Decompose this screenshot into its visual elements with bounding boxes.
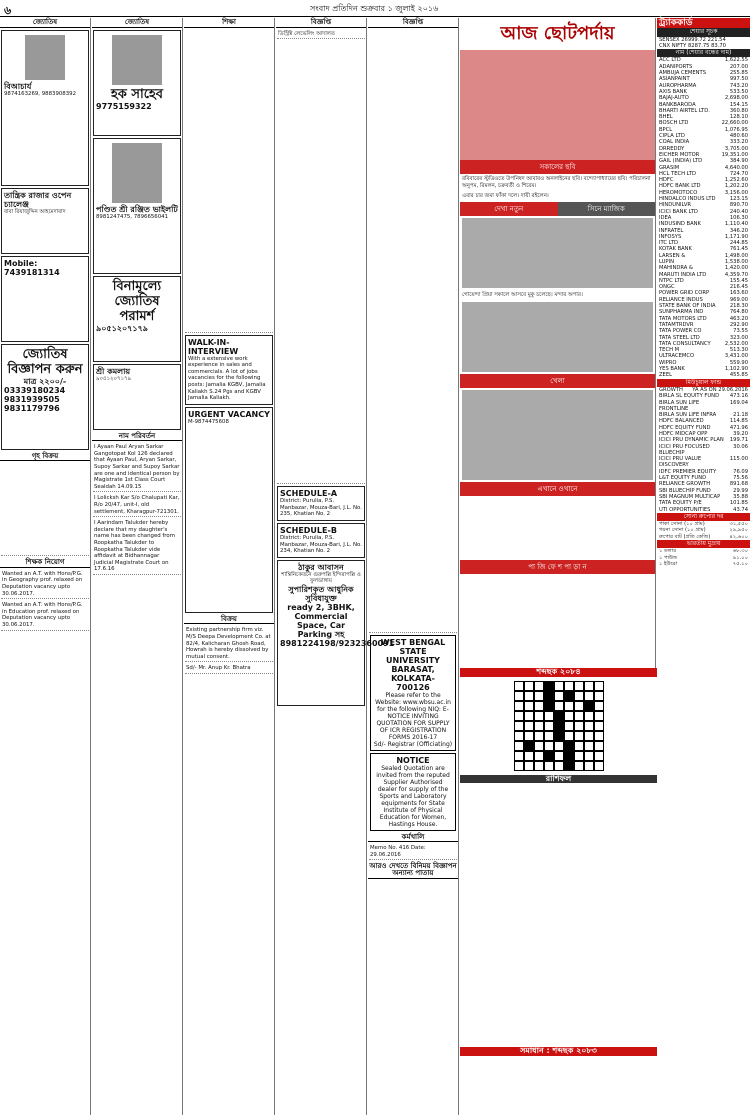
ad-phone: 9775159322 xyxy=(96,101,152,111)
crossword-cell xyxy=(514,711,524,721)
crossword-cell xyxy=(514,761,524,771)
classified: Wanted an A.T. with Hons/P.G. in Education prof. relaxed on Deputation vacancy upto 30.06.2017. xyxy=(1,601,89,630)
crossword-cell xyxy=(574,711,584,721)
notice-body: Please refer to the Website: www.wbsu.ac.in for the following NIQ: E-NOTICE INVITING QUOTATION FOR SUPPLY OF ICR REGISTRATION FORMS 2016-17 xyxy=(375,691,451,741)
mf-row: HDFC EQUITY FUND 471.96 xyxy=(659,424,748,431)
crossword-cell xyxy=(554,681,564,691)
sensex: SENSEX 26999.72 221.54 xyxy=(659,36,726,43)
notice-title: WEST BENGAL STATE UNIVERSITY BARASAT, KOLKATA- 700126 xyxy=(380,637,446,692)
tv-label: সিনে ম্যাজিক xyxy=(558,202,656,216)
tv-title: আজ ছোটপর্দায় xyxy=(500,23,615,44)
crossword-cell xyxy=(534,751,544,761)
section-title: বিজ্ঞপ্তি xyxy=(368,18,458,28)
ad-phone: 03339180234 9831939505 9831179796 xyxy=(4,385,66,413)
mf-row: RELIANCE GROWTH 891.68 xyxy=(659,481,748,488)
stock-row: BHARTI AIRTEL LTD. 360.80 xyxy=(659,107,748,114)
crossword-cell xyxy=(594,761,604,771)
tv-label: পা জি ফে শ পা ড়া ন xyxy=(460,560,655,574)
crossword-cell xyxy=(524,711,534,721)
ad-title: তান্ত্রিক রাজার ওপেন চ্যালেঞ্জ xyxy=(4,190,72,209)
ad-title: হক সাহেব xyxy=(110,86,164,102)
crossword-cell xyxy=(534,761,544,771)
crossword-cell xyxy=(524,721,534,731)
stock-row: TATAMTRDVR 292.90 xyxy=(659,321,748,328)
crossword-cell xyxy=(594,681,604,691)
crossword-cell xyxy=(554,721,564,731)
stock-row: GRASIM 4,640.00 xyxy=(659,164,748,171)
market-section xyxy=(657,18,750,1115)
crossword-cell xyxy=(574,731,584,741)
stock-row: HINDALCO INDUS LTD 123.15 xyxy=(659,196,748,203)
stock-row: SUNPHARMA IND 764.80 xyxy=(659,309,748,316)
stock-row: INFRATEL 346.20 xyxy=(659,227,748,234)
stock-row: WIPRO 559.90 xyxy=(659,359,748,366)
classified xyxy=(277,41,365,484)
ad-body: District: Purulia, P.S. Manbazar, Mouza-Bari, J.L. No. 235, Khatian No. 2 xyxy=(280,498,362,518)
crossword-cell xyxy=(524,761,534,771)
crossword-cell xyxy=(534,711,544,721)
crossword-cell xyxy=(514,741,524,751)
crossword-cell xyxy=(544,751,554,761)
crossword-cell xyxy=(524,731,534,741)
crossword-cell xyxy=(564,681,574,691)
gold-list xyxy=(657,521,750,540)
crossword-cell xyxy=(534,741,544,751)
stock-row: STATE BANK OF INDIA 218.30 xyxy=(659,303,748,310)
ad-body: বাবা রিয়াজুদ্দিন আহমেদাবাদ xyxy=(4,208,66,215)
crossword-cell xyxy=(594,691,604,701)
crossword-cell xyxy=(514,701,524,711)
column-astrology-2 xyxy=(92,18,183,1115)
mf-row: BIRLA SUN LIFE INFRA 21.18 xyxy=(659,412,748,419)
crossword-cell xyxy=(544,741,554,751)
tv-text: রবিবারের স্টুডিওতে উপনিষদ আবারও অনলাইনের ছবি। বন্দ্যোপাধ্যায়ের ছবি। পরিচালনা অনুপম, রিমলন, চক্রবর্তী ও শিরেম। xyxy=(462,176,651,189)
crossword-cell xyxy=(514,691,524,701)
gold-row: পাকা সোনা (১০ গ্রাম) ৩১,৫৫০ xyxy=(659,521,748,528)
stock-row: NTPC LTD 155.45 xyxy=(659,277,748,284)
currency-row: ১ ইউরো ৭৫.১০ xyxy=(659,560,748,567)
currency-row: ১ ডলার ৬৮.৩০ xyxy=(659,548,748,555)
notice-sign: Sd/- Registrar (Officiating) xyxy=(373,740,453,748)
crossword-cell xyxy=(524,701,534,711)
stock-row: ICICI BANK LTD 240.40 xyxy=(659,208,748,215)
crossword-cell xyxy=(544,731,554,741)
realestate-ad xyxy=(277,560,395,706)
stock-row: CIPLA LTD 480.60 xyxy=(659,133,748,140)
mf-row: HDFC MIDCAP OPP 39.20 xyxy=(659,431,748,437)
crossword-cell xyxy=(514,731,524,741)
mf-list xyxy=(657,387,750,513)
classified: I Ayaan Paul Aryan Sarkar Gangotopat Kol 126 declared that Ayaan Paul, Aryan Sarkar, Supoy Sarkar and Supoy Sarkar are one and identical person by Magistrate 1st Class Court Sealdah 14.09.15 xyxy=(93,443,181,492)
notice-title: NOTICE xyxy=(396,755,430,765)
wbsu-notice xyxy=(370,635,456,751)
crossword-cell xyxy=(554,691,564,701)
crossword-title: শব্দছক ২০৮৪ xyxy=(460,668,657,677)
walkin-ad xyxy=(185,335,273,405)
stock-row: GAIL (INDIA) LTD 384.90 xyxy=(659,158,748,165)
crossword-cell xyxy=(544,711,554,721)
stock-row: ITC LTD 244.85 xyxy=(659,240,748,247)
horoscope-title: রাশিফল xyxy=(460,775,657,784)
stock-row: ASIANPAINT 997.50 xyxy=(659,76,748,83)
tantrik-ad xyxy=(1,188,89,254)
ad-body: District: Purulia, P.S. Manbazar, Mouza-Bari, J.L. No. 234, Khatian No. 2 xyxy=(280,534,362,555)
column-astrology-1 xyxy=(0,18,91,1115)
ad-title: জ্যোতিষ বিজ্ঞাপন করুন xyxy=(7,346,83,377)
stock-row: KOTAK BANK 761.45 xyxy=(659,246,748,253)
tv-photo-strip xyxy=(460,50,655,160)
column-notices-2 xyxy=(368,18,459,1115)
stock-row: BPCL 1,076.95 xyxy=(659,126,748,133)
crossword-cell xyxy=(564,751,574,761)
page-header xyxy=(0,0,750,17)
crossword-cell xyxy=(574,741,584,751)
stock-row: ULTRACEMCO 3,431.00 xyxy=(659,353,748,360)
stock-row: ZEEL 455.85 xyxy=(659,372,748,379)
stock-row: TATA CONSULTANCY 2,532.00 xyxy=(659,340,748,347)
crossword-cell xyxy=(534,721,544,731)
stock-row: HDFC BANK LTD 1,202.20 xyxy=(659,183,748,190)
stock-row: MARUTI INDIA LTD 4,359.70 xyxy=(659,271,748,278)
crossword-cell xyxy=(514,751,524,761)
crossword-cell xyxy=(564,701,574,711)
masthead: সংবাদ প্রতিদিন শুক্রবার ১ জুলাই ২০১৬ xyxy=(310,4,439,13)
classified xyxy=(185,30,273,333)
crossword-cell xyxy=(514,721,524,731)
stock-row: HCL TECH LTD 724.70 xyxy=(659,170,748,177)
stock-row: ADANIPORTS 207.00 xyxy=(659,63,748,70)
crossword-cell xyxy=(524,691,534,701)
stock-row: AMBUJA CEMENTS 255.85 xyxy=(659,70,748,77)
astrologer-photo xyxy=(25,35,65,80)
ad-title: SCHEDULE-B xyxy=(280,525,337,535)
crossword-cell xyxy=(584,741,594,751)
mf-row: ICICI PRU FOCUSED BLUECHIP 30.06 xyxy=(659,443,748,456)
pandit-ad xyxy=(93,138,181,274)
stock-row: POWER GRID CORP 163.60 xyxy=(659,290,748,297)
mf-row: TATA EQUITY P/E 101.85 xyxy=(659,500,748,507)
currency-header: ভারতীয় মুদ্রায় xyxy=(657,540,750,548)
tv-photo xyxy=(462,218,653,288)
crossword-cell xyxy=(574,721,584,731)
mf-row: HDFC BALANCED 114.85 xyxy=(659,418,748,425)
free-consult-ad xyxy=(93,276,181,362)
gold-row: গয়না সোনা (১০ গ্রাম) ২৯,৯৫০ xyxy=(659,527,748,534)
classified: I Aarindam Talukder hereby declare that my daughter's name has been changed from Roopkatha Talukder to Roopkatha Talukder vide affidavit at Bidhannagar Judicial Magistrate Court on 17.6.16 xyxy=(93,519,181,575)
ad-title: SCHEDULE-A xyxy=(280,489,338,499)
column-education xyxy=(184,18,275,1115)
tv-text: গোয়েন্দা প্রিয়া সকালে আসবে মুকু চলেছে। মন্দার অপার। xyxy=(462,291,583,298)
ad-title: ঠাকুর আবাসন xyxy=(298,562,344,572)
crossword-cell xyxy=(594,731,604,741)
crossword-cell xyxy=(574,751,584,761)
mf-row: ICICI PRU DYNAMIC PLAN 199.71 xyxy=(659,437,748,444)
section-title: কর্মখালি xyxy=(368,833,458,843)
stock-row: INFOSYS 1,171.90 xyxy=(659,233,748,240)
stock-row: INDUSIND BANK 1,110.40 xyxy=(659,221,748,228)
stocks-header: নাম (শেয়ার বন্ধের দাম) xyxy=(657,49,750,57)
ad-price: মাত্র ২২০০/- xyxy=(23,376,67,386)
column-notices xyxy=(276,18,395,1115)
haque-ad xyxy=(93,30,181,136)
crossword-cell xyxy=(534,691,544,701)
ad-phone: 9874163269, 9883908392 xyxy=(4,90,77,97)
mf-row: SBI BLUECHIP FUND 29.99 xyxy=(659,487,748,494)
ad-phone: ৯০৫১২০৭১৭৯ xyxy=(96,323,148,333)
ad-title: পণ্ডিত শ্রী রঞ্জিত ভাইলটি xyxy=(96,204,178,214)
kamla-ad xyxy=(93,364,181,430)
notice xyxy=(370,753,456,831)
stock-row: TECH M 513.30 xyxy=(659,347,748,354)
ad-photo xyxy=(112,143,162,203)
crossword-cell xyxy=(564,691,574,701)
crossword-cell xyxy=(514,681,524,691)
classified: I Lolicksh Kar S/o Chalupati Kar, R/o 20/47, unit-I, old settlement, Kharagpur-721301. xyxy=(93,494,181,517)
crossword-cell xyxy=(564,721,574,731)
crossword-cell xyxy=(594,751,604,761)
stock-row: HDFC 1,252.60 xyxy=(659,177,748,184)
classified: ডিস্ট্রিক্ট লেভেলিং আদালত xyxy=(277,30,365,40)
stock-row: LUPIN 1,538.00 xyxy=(659,258,748,265)
crossword-cell xyxy=(554,741,564,751)
ad-body: With a extensive work experience in sales and commercials. A lot of jobs vacancies for the following posts: Jamalia KGBV, Jamalia Kaliakh S.24 Pgs and KGBV Jamalia Kaliakh. xyxy=(188,355,266,402)
stock-row: TATA MOTORS LTD 463.20 xyxy=(659,315,748,322)
tv-section xyxy=(460,18,656,668)
crossword-cell xyxy=(554,731,564,741)
stock-row: IDEA 106.30 xyxy=(659,214,748,221)
crossword-cell xyxy=(524,741,534,751)
stock-row: BOSCH LTD 22,660.00 xyxy=(659,120,748,127)
notice-body: Sealed Quotation are invited from the reputed Supplier Authorised dealer for supply of the Sports and Laboratory equipments for State Institute of Physical Education for Women, Hastings House. xyxy=(376,764,450,828)
crossword-cell xyxy=(534,701,544,711)
crossword-cell xyxy=(584,701,594,711)
ad-sub: সুপারিশকৃত আধুনিক সুবিধাযুক্ত xyxy=(288,584,354,603)
ad-phone: Mobile: 7439181314 xyxy=(4,258,60,277)
stock-row: TATA STEEL LTD 323.00 xyxy=(659,334,748,341)
crossword-cell xyxy=(524,681,534,691)
solution-title: সমাধান : শব্দছক ২০৮৩ xyxy=(460,1047,657,1056)
crossword-cell xyxy=(574,761,584,771)
ad-title: শ্রী কমলায় xyxy=(96,366,131,376)
mf-row: BIRLA SUN LIFE FRONTLINE 169.04 xyxy=(659,399,748,412)
section-title: বিজ্ঞপ্তি xyxy=(276,18,366,28)
mf-row: BIRLA SL EQUITY FUND 473.16 xyxy=(659,393,748,400)
ad-title: বিনামূল্যে জ্যোতিষ পরামর্শ xyxy=(112,278,162,324)
crossword-cell xyxy=(584,761,594,771)
crossword-cell xyxy=(544,691,554,701)
crossword-cell xyxy=(544,681,554,691)
crossword-cell xyxy=(594,711,604,721)
crossword-cell xyxy=(554,751,564,761)
tv-label: খেলা xyxy=(460,374,655,388)
stock-row: ACC LTD 1,622.55 xyxy=(659,57,748,64)
crossword-cell xyxy=(564,711,574,721)
ad-phone: 8981224198/9232360091 xyxy=(280,638,395,648)
ad-phone: 8981247475, 7896656041 xyxy=(96,213,169,220)
crossword-cell xyxy=(544,701,554,711)
classified: Sd/- Mr. Anup Kr. Bhatra xyxy=(185,664,273,674)
section-title: জ্যোতিষ xyxy=(0,18,90,28)
crossword-cell xyxy=(554,711,564,721)
mf-row: UTI OPPORTUNITIES 43.74 xyxy=(659,506,748,513)
mf-row: GROWTH YA AS ON 29.06.2016 xyxy=(659,386,748,393)
mobile-ad xyxy=(1,256,89,342)
ad-title: URGENT VACANCY xyxy=(188,409,270,419)
stock-row: RELIANCE INDUS 969.00 xyxy=(659,296,748,303)
stock-row: BANKBARODA 154.15 xyxy=(659,101,748,108)
classified: Existing partnership firm viz. M/S Deepa Development Co. at 82/4, Kalicharan Ghosh Road, Howrah is hereby dissolved by mutual consent. xyxy=(185,626,273,662)
stock-row: MAHINDRA & 1,420.00 xyxy=(659,265,748,272)
stock-row: HINDUNILVR 890.70 xyxy=(659,202,748,209)
crossword-cell xyxy=(584,721,594,731)
crossword-cell xyxy=(554,761,564,771)
stock-row: BAJAJ-AUTO 2,698.00 xyxy=(659,95,748,102)
ad-phone: M-9874475608 xyxy=(188,418,229,425)
stock-row: TATA POWER CO 73.55 xyxy=(659,328,748,335)
footer-note: আরও দেখতে বিনিময় বিজ্ঞাপন অন্যান্য পাতায় xyxy=(369,862,457,877)
ad-photo xyxy=(112,35,162,85)
urgent-vacancy-ad xyxy=(185,407,273,613)
section-title: নাম পরিবর্তন xyxy=(92,432,182,442)
stock-row: COAL INDIA 333.20 xyxy=(659,139,748,146)
section-title: শিক্ষা xyxy=(184,18,274,28)
astrologer-ad xyxy=(1,30,89,186)
crossword-cell xyxy=(544,721,554,731)
crossword-cell xyxy=(584,751,594,761)
crossword-cell xyxy=(534,681,544,691)
stock-row: BHEL 128.10 xyxy=(659,114,748,121)
stock-row: YES BANK 1,102.90 xyxy=(659,366,748,373)
stock-row: LARSEN & 1,498.00 xyxy=(659,252,748,259)
crossword-cell xyxy=(524,751,534,761)
stock-row: AUROPHARMA 743.20 xyxy=(659,82,748,89)
crossword-cell xyxy=(594,741,604,751)
market-title: ট্র্যাককার্ড xyxy=(657,18,750,28)
tv-label: সকালের ছবি xyxy=(460,160,655,174)
crossword-cell xyxy=(564,761,574,771)
crossword-cell xyxy=(584,691,594,701)
tv-label: দেখা নতুন xyxy=(460,202,558,216)
ad-body: শান্তিনিকেতনে গুরুপল্লি ইন্দিরাপল্লি ও ফুলডাঙ্গায় xyxy=(281,571,361,585)
nifty: CNX NIFTY 8287.75 83.70 xyxy=(659,42,726,49)
market-subtitle: শেয়ার সূচক xyxy=(657,28,750,36)
currency-list xyxy=(657,548,750,567)
gold-header: সোনা রুপোর দর xyxy=(657,513,750,521)
crossword-cell xyxy=(574,701,584,711)
gold-row: রুপোর বাট (প্রতি কেজি) ৪২,৬০০ xyxy=(659,533,748,540)
crossword-cell xyxy=(554,701,564,711)
crossword-cell xyxy=(574,691,584,701)
tv-photo xyxy=(462,302,653,372)
currency-row: ১ পাউন্ড ৯১.০০ xyxy=(659,554,748,561)
schedule-b xyxy=(277,523,365,558)
mf-row: SBI MAGNUM MULTICAP 35.88 xyxy=(659,493,748,500)
section-title: গৃহ বিক্রয় xyxy=(0,452,90,462)
mf-row: ICICI PRU VALUE DISCOVERY 115.00 xyxy=(659,456,748,469)
classified: Memo No. 416 Date: 29.06.2016 xyxy=(369,844,457,860)
stock-row: AXIS BANK 533.50 xyxy=(659,88,748,95)
stock-row: HEROMOTOCO 3,156.00 xyxy=(659,189,748,196)
crossword-cell xyxy=(594,701,604,711)
ad-phone: ৯০৫১২০৭১৭৯ xyxy=(96,375,132,382)
section-title: জ্যোতিষ xyxy=(92,18,182,28)
crossword-cell xyxy=(574,681,584,691)
ad-title: বিআচার্য xyxy=(4,81,32,91)
classified xyxy=(1,463,89,556)
stock-list xyxy=(657,57,750,378)
classified: Wanted an A.T. with Hons/P.G. in Geography prof. relaxed on Deputation vacancy upto 30.06.2017. xyxy=(1,570,89,599)
section-title: শিক্ষক নিয়োগ xyxy=(0,558,90,568)
mf-row: IDFC PREMIER EQUITY 76.09 xyxy=(659,468,748,475)
tv-text xyxy=(460,496,655,560)
crossword-cell xyxy=(594,721,604,731)
ad-sub: ready 2, 3BHK, Commercial Space, Car Parking সহ xyxy=(287,602,355,639)
crossword-section xyxy=(460,668,657,1115)
crossword-cell xyxy=(534,731,544,741)
crossword-cell xyxy=(564,731,574,741)
ad-title: WALK-IN-INTERVIEW xyxy=(188,337,239,356)
classified xyxy=(369,30,457,633)
sports-photo xyxy=(462,390,653,480)
tv-label: এখানে ওখানে xyxy=(460,482,655,496)
mf-row: L&T EQUITY FUND 75.56 xyxy=(659,475,748,482)
horoscope-text xyxy=(460,783,657,1047)
schedule-a xyxy=(277,486,365,521)
page-number: ৬ xyxy=(4,4,12,17)
stock-row: EICHER MOTOR 19,351.00 xyxy=(659,151,748,158)
stock-row: DRREDDY 3,705.00 xyxy=(659,145,748,152)
crossword-grid xyxy=(514,681,604,771)
section-title: বিক্রয় xyxy=(184,615,274,625)
crossword-cell xyxy=(564,741,574,751)
stock-row: ONGC 216.45 xyxy=(659,284,748,291)
mf-header: মিউচুয়াল ফান্ড xyxy=(657,379,750,387)
tv-text: এবার চার জমা ফাঁকা দলে। দায়ী রইলেন। xyxy=(462,193,549,200)
crossword-cell xyxy=(544,761,554,771)
crossword-cell xyxy=(584,731,594,741)
crossword-cell xyxy=(584,681,594,691)
crossword-cell xyxy=(584,711,594,721)
advertise-here-ad xyxy=(1,344,89,450)
